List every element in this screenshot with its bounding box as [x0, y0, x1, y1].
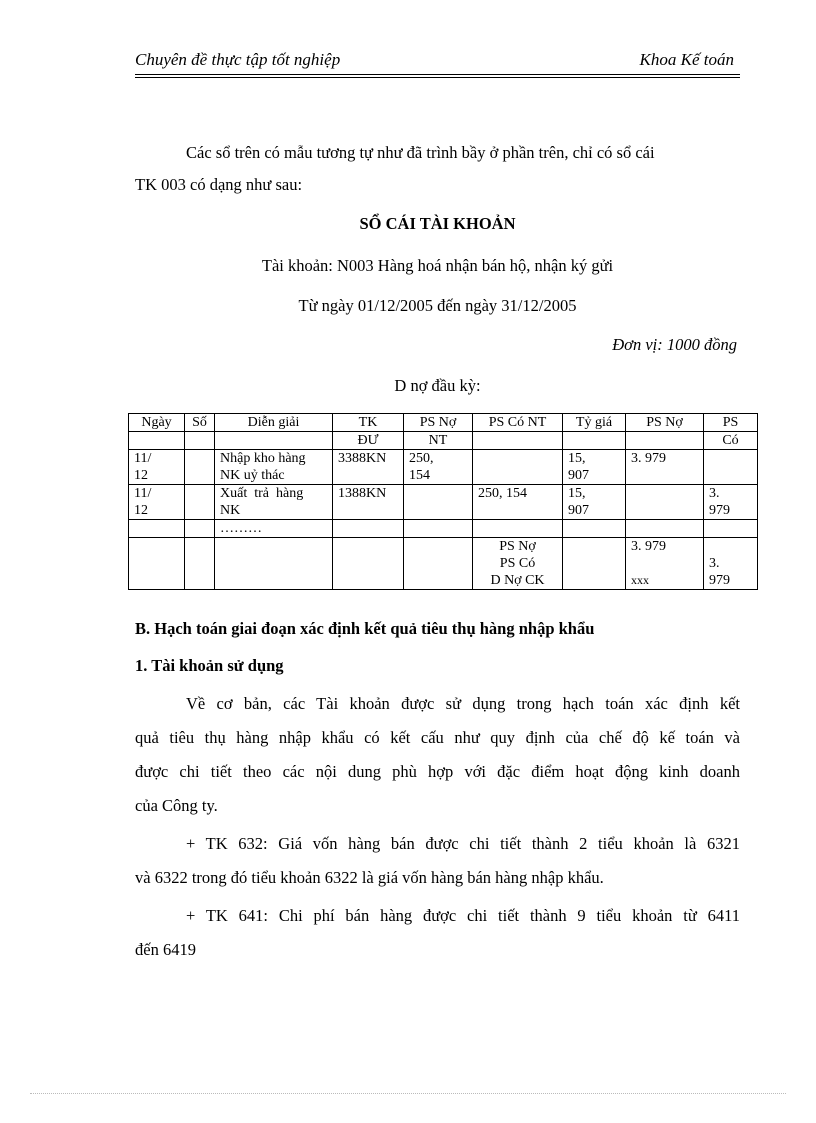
summary-label-ps-co: PS Có — [499, 556, 536, 571]
page-header — [135, 48, 740, 74]
ledger-period: Từ ngày 01/12/2005 đến ngày 31/12/2005 — [298, 296, 577, 315]
para3-line-1: + TK 641: Chi phí bán hàng được chi tiết thành 9 tiểu khoản từ 6411 — [186, 906, 740, 925]
intro-line-1: Các sổ trên có mẫu tương tự như đã trình bầy ở phần trên, chỉ có sổ cái — [186, 143, 655, 162]
header-right: Khoa Kế toán — [639, 50, 734, 69]
table-header-row-2 — [129, 432, 758, 450]
summary-d-no-ck: xxx — [631, 573, 649, 587]
col-header-ps-co: PS — [704, 414, 758, 432]
subsection-1-heading: 1. Tài khoản sử dụng — [135, 656, 284, 675]
para2-line-2: và 6322 trong đó tiểu khoản 6322 là giá vốn hàng bán hàng nhập khẩu. — [135, 868, 604, 887]
para2-line-1: + TK 632: Giá vốn hàng bán được chi tiết thành 2 tiểu khoản là 6321 — [186, 834, 740, 853]
col-header2-tk: ĐƯ — [333, 432, 404, 450]
ledger-table — [128, 413, 758, 590]
summary-label-d-no-ck: D Nợ CK — [490, 573, 545, 588]
intro-line-2: TK 003 có dạng như sau: — [135, 175, 303, 194]
col-header-ps-no: PS Nợ — [626, 414, 704, 432]
header-rule-double — [135, 77, 740, 78]
table-row-ellipsis — [129, 520, 758, 538]
summary-ps-co-1: 3. — [709, 556, 720, 571]
summary-ps-co-2: 979 — [709, 573, 730, 588]
summary-ps-no: 3. 979 — [631, 539, 666, 554]
col-header-tk: TK — [333, 414, 404, 432]
col-header-ps-no-nt: PS Nợ — [404, 414, 473, 432]
col-header2-ps-no-nt: NT — [404, 432, 473, 450]
summary-label-ps-no: PS Nợ — [499, 539, 536, 554]
ledger-title: SỔ CÁI TÀI KHOẢN — [359, 214, 516, 233]
ledger-account: Tài khoản: N003 Hàng hoá nhận bán hộ, nhận ký gửi — [261, 256, 614, 275]
ellipsis-cell: ……… — [215, 520, 333, 538]
para1-line-4: của Công ty. — [135, 796, 218, 815]
col-header-ps-co-nt: PS Có NT — [473, 414, 563, 432]
table-row: 11/ 12 Xuất trả hàng NK 1388KN 250, 154 15, 907 3. 979 — [129, 485, 758, 520]
header-left: Chuyên đề thực tập tốt nghiệp — [135, 50, 341, 69]
para3-line-2: đến 6419 — [135, 940, 196, 959]
para1-line-1: Về cơ bản, các Tài khoản được sử dụng trong hạch toán xác định kết — [186, 694, 740, 713]
para1-line-2: quả tiêu thụ hàng nhập khẩu có kết cấu như quy định của chế độ kế toán và — [135, 728, 740, 747]
col-header-ngay: Ngày — [129, 414, 185, 432]
page-bottom-border — [30, 1093, 786, 1094]
col-header2-ps-co-nt — [473, 432, 563, 450]
col-header2-ty-gia — [563, 432, 626, 450]
ledger-unit: Đơn vị: 1000 đồng — [612, 335, 737, 354]
col-header-dien-giai: Diễn giải — [215, 414, 333, 432]
col-header2-ps-co: Có — [704, 432, 758, 450]
header-rule — [135, 74, 740, 75]
col-header2-dien-giai — [215, 432, 333, 450]
section-b-heading: B. Hạch toán giai đoạn xác định kết quả tiêu thụ hàng nhập khẩu — [135, 619, 595, 638]
col-header-so: Số — [185, 414, 215, 432]
col-header2-ngay — [129, 432, 185, 450]
col-header2-ps-no — [626, 432, 704, 450]
table-row: 11/ 12 Nhập kho hàng NK uỷ thác 3388KN 250, 154 15, 907 3. 979 — [129, 450, 758, 485]
col-header-ty-gia: Tỷ giá — [563, 414, 626, 432]
table-header-row — [129, 414, 758, 432]
col-header2-so — [185, 432, 215, 450]
opening-balance: D nợ đầu kỳ: — [394, 376, 481, 395]
table-row-summary — [129, 538, 758, 590]
para1-line-3: được chi tiết theo các nội dung phù hợp với đặc điểm hoạt động kinh doanh — [135, 762, 740, 781]
